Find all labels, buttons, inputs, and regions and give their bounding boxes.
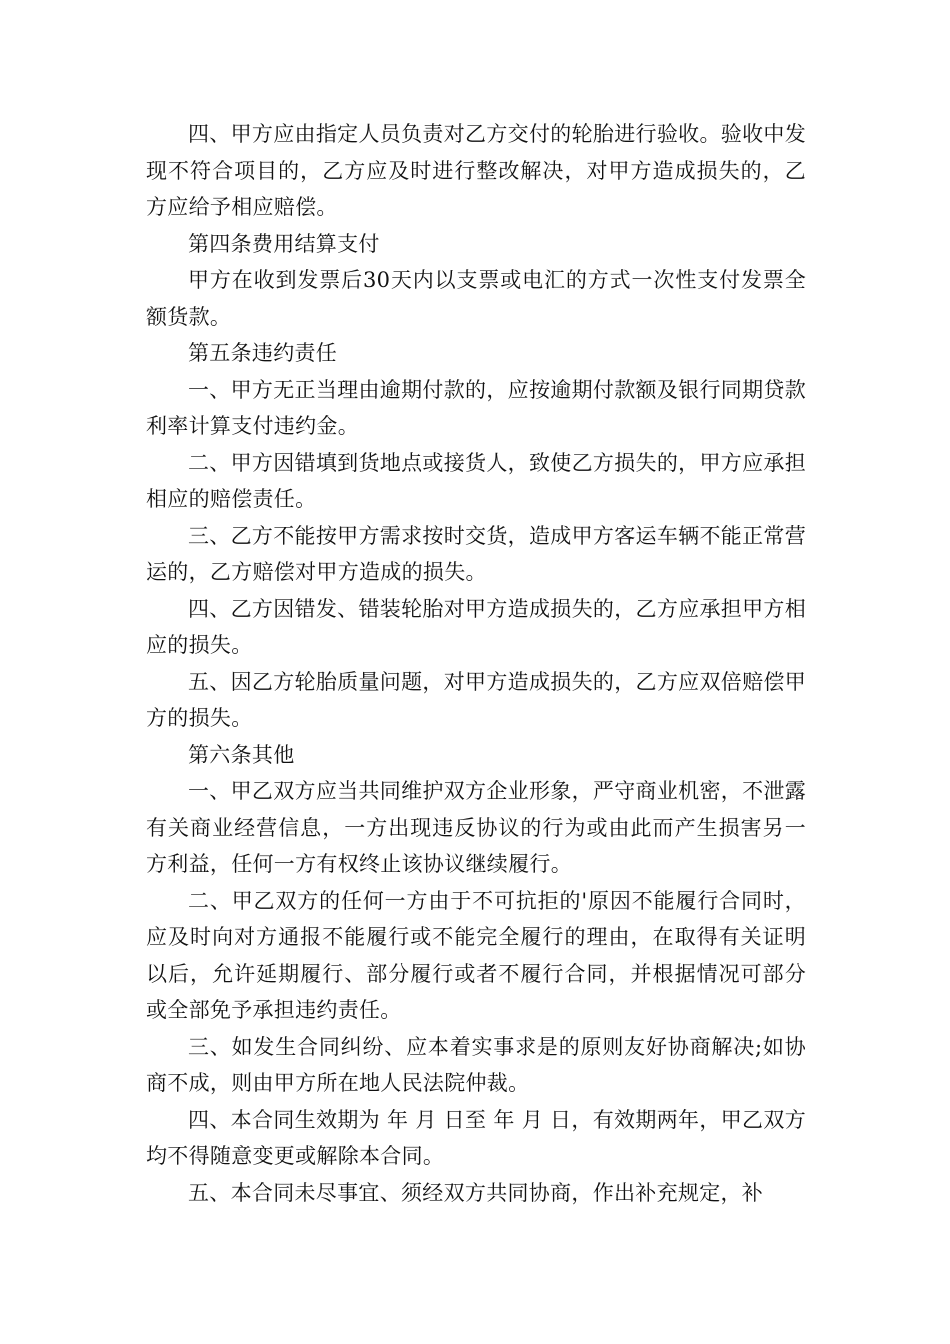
other-clause-1: 一、甲乙双方应当共同维护双方企业形象，严守商业机密，不泄露有关商业经营信息，一方出现违反协议的行为或由此而产生损害另一方利益，任何一方有权终止该协议继续履行。 [146, 779, 806, 876]
payment-clause: 甲方在收到发票后30天内以支票或电汇的方式一次性支付发票全额货款。 [146, 268, 806, 329]
other-clause-5: 五、本合同未尽事宜、须经双方共同协商，作出补充规定，补 [188, 1180, 764, 1205]
clause-4-acceptance: 四、甲方应由指定人员负责对乙方交付的轮胎进行验收。验收中发现不符合项目的，乙方应及时进行整改解决，对甲方造成损失的，乙方应给予相应赔偿。 [146, 122, 806, 219]
other-clause-2: 二、甲乙双方的任何一方由于不可抗拒的'原因不能履行合同时，应及时向对方通报不能履行或不能完全履行的理由，在取得有关证明以后，允许延期履行、部分履行或者不履行合同，并根据情况可部分或全部免予承担违约责任。 [146, 888, 806, 1022]
breach-clause-5: 五、因乙方轮胎质量问题，对甲方造成损失的，乙方应双倍赔偿甲方的损失。 [146, 669, 806, 730]
other-clause-3: 三、如发生合同纠纷、应本着实事求是的原则友好协商解决;如协商不成，则由甲方所在地人民法院仲裁。 [146, 1034, 806, 1095]
article-4-heading: 第四条费用结算支付 [188, 231, 380, 256]
article-6-heading: 第六条其他 [188, 742, 295, 767]
other-clause-4: 四、本合同生效期为 年 月 日至 年 月 日，有效期两年，甲乙双方均不得随意变更或解除本合同。 [146, 1107, 806, 1168]
breach-clause-2: 二、甲方因错填到货地点或接货人，致使乙方损失的，甲方应承担相应的赔偿责任。 [146, 450, 806, 511]
article-5-heading: 第五条违约责任 [188, 341, 338, 365]
breach-clause-4: 四、乙方因错发、错装轮胎对甲方造成损失的，乙方应承担甲方相应的损失。 [146, 596, 806, 657]
breach-clause-1: 一、甲方无正当理由逾期付款的，应按逾期付款额及银行同期贷款利率计算支付违约金。 [146, 377, 806, 438]
document-page [146, 116, 806, 1211]
breach-clause-3: 三、乙方不能按甲方需求按时交货，造成甲方客运车辆不能正常营运的，乙方赔偿对甲方造成的损失。 [146, 523, 806, 584]
